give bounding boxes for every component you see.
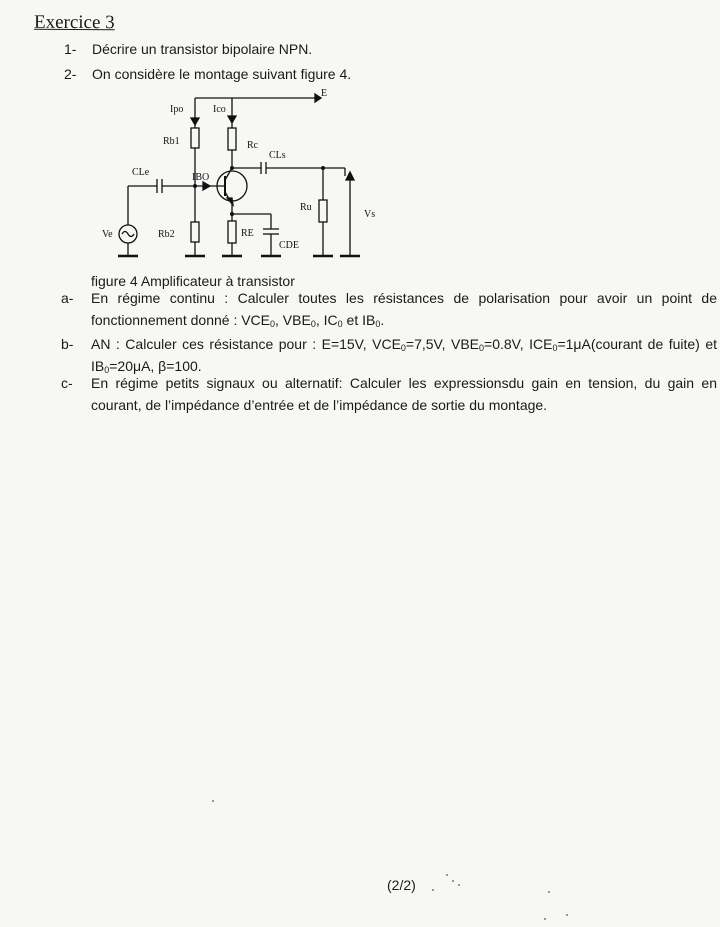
label-ipo: Ipo <box>170 104 184 115</box>
label-cde: CDE <box>279 240 299 251</box>
scan-speck <box>452 880 454 882</box>
question-2 <box>64 65 351 83</box>
scan-speck <box>446 874 448 876</box>
question-1 <box>64 40 312 58</box>
part-a-text: En régime continu : Calculer toutes les résistances de polarisation pour avoir un point de fonctionnement donné : $VCE_0$, $VBE_0$, $IC_0$ et $IB_0$. <box>91 290 717 329</box>
label-ico: Ico <box>213 104 226 115</box>
label-rb1: Rb1 <box>163 136 180 147</box>
part-c-label: c- <box>61 375 73 391</box>
label-cle: CLe <box>132 167 150 178</box>
question-2-text: On considère le montage suivant figure 4. <box>92 66 352 82</box>
question-2-number: 2- <box>64 66 77 82</box>
label-ve: Ve <box>102 229 113 240</box>
label-ibo: IBO <box>192 172 210 183</box>
part-c <box>61 372 717 416</box>
label-rc: Rc <box>247 140 259 151</box>
label-cls: CLs <box>269 150 286 161</box>
label-vs: Vs <box>364 209 375 220</box>
label-rb2: Rb2 <box>158 229 175 240</box>
part-b <box>61 333 718 377</box>
label-e: E <box>321 88 328 99</box>
circuit-figure <box>95 88 375 268</box>
scan-speck <box>548 891 550 893</box>
exercise-title: Exercice 3 <box>33 11 115 34</box>
part-b-text: AN : Calculer ces résistance pour : E=15V, $VCE_0=7,5V$, $VBE_0=0.8V$, $ICE_0=1\mu A(courant$ de fuite) et $IB_0=20\mu A$, β=100. <box>91 336 718 375</box>
question-1-number: 1- <box>64 41 77 57</box>
question-1-text: Décrire un transistor bipolaire NPN. <box>92 41 313 57</box>
scan-speck <box>212 800 214 802</box>
label-ru: Ru <box>300 202 312 213</box>
page-number: (2/2) <box>387 877 416 893</box>
part-a-label: a- <box>61 290 74 306</box>
scan-speck <box>566 914 568 916</box>
part-c-text: En régime petits signaux ou alternatif: Calculer les expressionsdu gain en tension, du gain en courant, de l’impédance d’entrée et de l’impédance de sortie du montage. <box>91 375 717 413</box>
scan-speck <box>432 889 434 891</box>
label-re: RE <box>241 228 254 239</box>
part-a <box>61 287 717 331</box>
scan-speck <box>458 884 460 886</box>
scan-speck <box>544 918 546 920</box>
figure-caption: figure 4 Amplificateur à transistor <box>91 273 295 289</box>
part-b-label: b- <box>61 336 74 352</box>
